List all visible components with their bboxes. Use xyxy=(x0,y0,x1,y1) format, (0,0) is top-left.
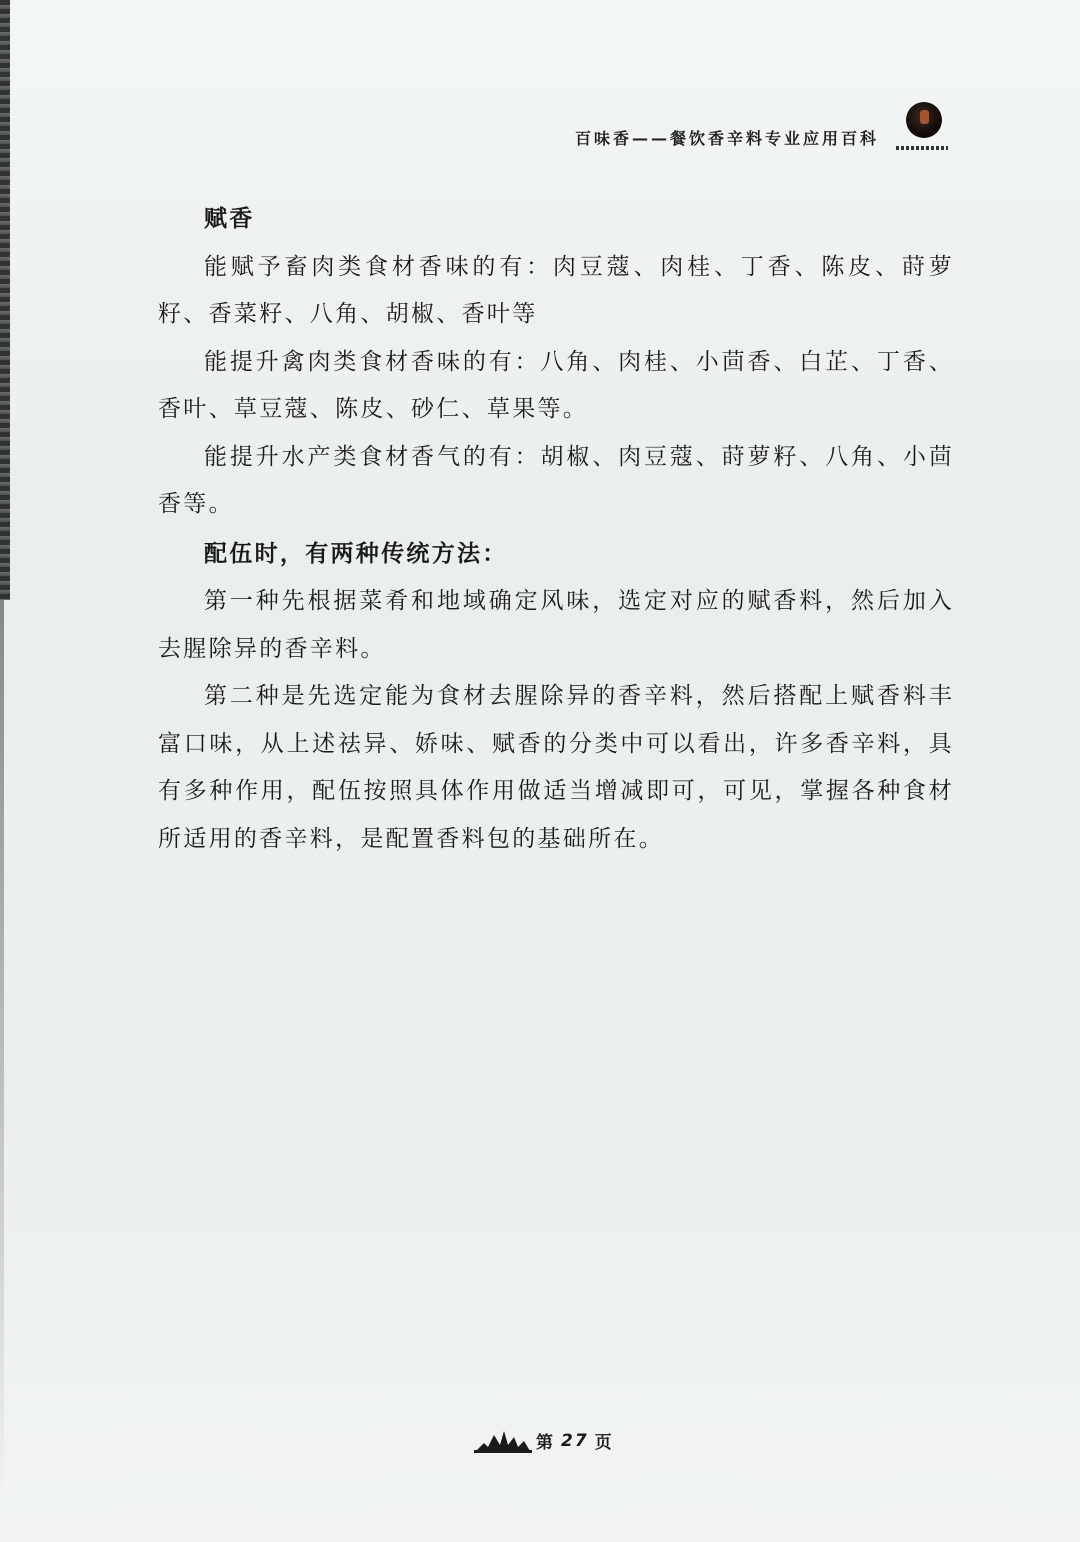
paragraph-livestock: 能赋予畜肉类食材香味的有：肉豆蔻、肉桂、丁香、陈皮、莳萝籽、香菜籽、八角、胡椒、香叶等 xyxy=(158,253,954,327)
page-number: 27 xyxy=(561,1430,589,1451)
paragraph-poultry: 能提升禽肉类食材香味的有：八角、肉桂、小茴香、白芷、丁香、香叶、草豆蔻、陈皮、砂仁、草果等。 xyxy=(158,348,954,422)
page-edge-fade xyxy=(0,600,4,1500)
method-two: 第二种是先选定能为食材去腥除异的香辛料，然后搭配上赋香料丰富口味，从上述祛异、娇味、赋香的分类中可以看出，许多香辛料，具有多种作用，配伍按照具体作用做适当增减即可，可见，掌握各种食材所适用的香辛料，是配置香料包的基础所在。 xyxy=(158,683,954,852)
page-body xyxy=(158,196,954,863)
page-edge-shadow xyxy=(0,0,10,600)
paragraph-seafood: 能提升水产类食材香气的有：胡椒、肉豆蔻、莳萝籽、八角、小茴香等。 xyxy=(158,443,954,517)
emblem-circle xyxy=(906,102,942,138)
running-header: 百味香——餐饮香辛料专业应用百科 xyxy=(575,129,880,148)
emblem-caption-mark xyxy=(896,146,948,150)
page-label-prefix: 第 xyxy=(536,1433,555,1453)
page-footer xyxy=(474,1428,614,1453)
method-heading: 配伍时，有两种传统方法： xyxy=(204,540,508,567)
page-label-suffix: 页 xyxy=(594,1433,614,1453)
method-one: 第一种先根据菜肴和地域确定风味，选定对应的赋香料，然后加入去腥除异的香辛料。 xyxy=(158,588,954,662)
section-title: 赋香 xyxy=(204,206,255,232)
book-emblem-icon xyxy=(896,102,948,162)
lotus-ornament-icon xyxy=(474,1429,532,1453)
